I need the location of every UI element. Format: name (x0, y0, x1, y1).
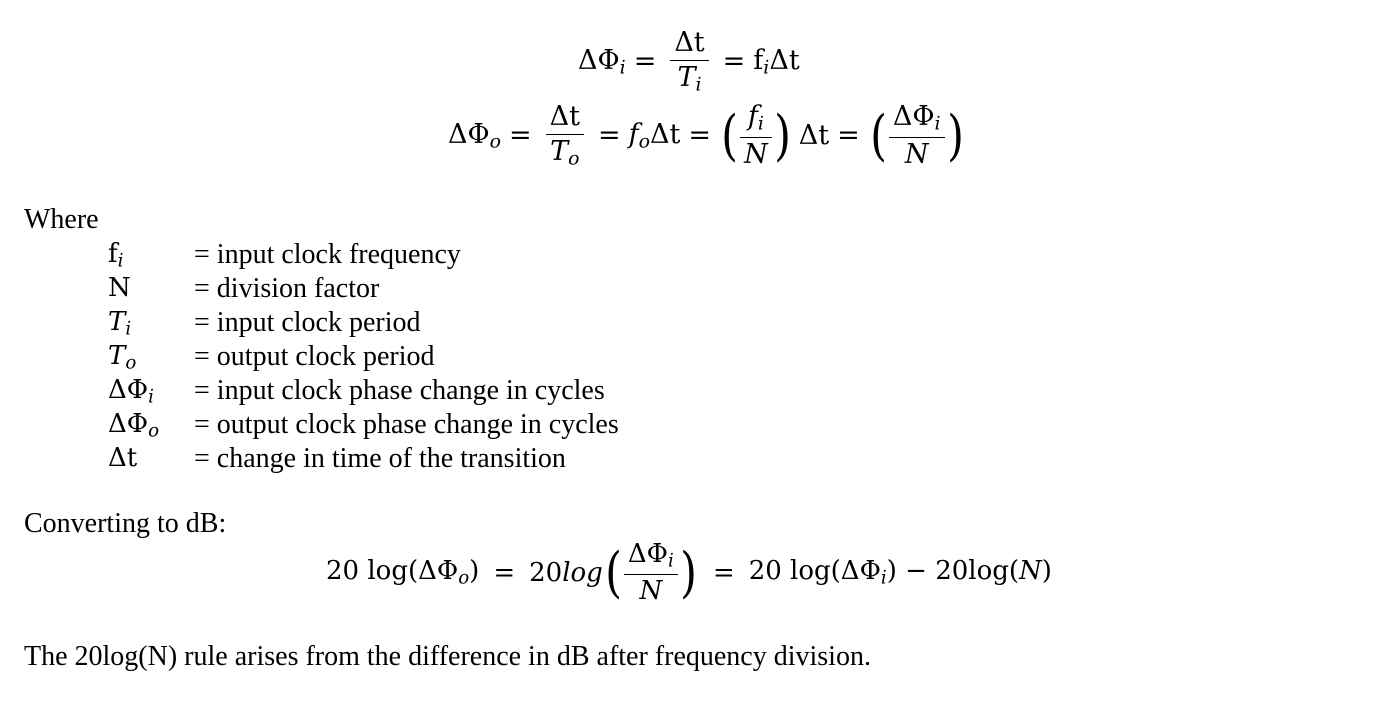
eq2-paren-open-2: ( (869, 103, 887, 167)
eq1-frac-num: Δt (674, 27, 705, 58)
eq2-frac2-num: $f_i$ (747, 101, 764, 135)
eq3-equals-1: = (493, 557, 516, 588)
eq3-equals-2: = (712, 557, 735, 588)
eq3-fraction (624, 540, 678, 605)
definition-text: = change in time of the transition (194, 443, 566, 474)
eq1-lhs: $\Delta\Phi_i$ (578, 44, 626, 79)
eq1-equals-2: = (722, 46, 746, 78)
eq3-frac-num: $\Delta\Phi_i$ (627, 539, 674, 572)
definition-text: = output clock period (194, 341, 435, 372)
definition-symbol: Δt (108, 442, 138, 473)
definition-symbol: $T_i$ (108, 306, 132, 340)
eq3-frac-den: N (639, 575, 663, 606)
eq3-lhs: 20 $\log(\Delta\Phi_o)$ (326, 556, 480, 589)
eq3-rhs: 20 $\log(\Delta\Phi_i) - 20\log(N)$ (748, 556, 1052, 589)
eq2-equals-1: = (509, 120, 532, 152)
eq2-frac2-den: N (744, 138, 768, 170)
eq2-lhs: $\Delta\Phi_o$ (448, 118, 502, 153)
eq2-paren-close-2: ) (946, 103, 964, 167)
definition-text: = input clock period (194, 307, 421, 338)
definition-symbol: N (108, 272, 131, 303)
eq1-fraction (670, 28, 708, 95)
converting-label: Converting to dB: (24, 508, 227, 539)
equation-output-phase (448, 102, 966, 169)
eq2-paren-close-1: ) (773, 103, 791, 167)
eq2-frac3-den: N (904, 138, 929, 170)
eq2-frac3-num: $\Delta\Phi_i$ (892, 101, 941, 135)
eq1-equals-1: = (633, 46, 657, 78)
eq2-fraction-3 (889, 102, 945, 169)
eq2-equals-3: = (688, 120, 711, 152)
eq3-paren-close: ) (679, 540, 697, 604)
definition-text: = division factor (194, 273, 380, 304)
eq2-fraction-2 (740, 102, 772, 169)
eq2-paren-open-1: ( (721, 103, 738, 167)
eq3-paren-open: ( (604, 540, 622, 604)
definition-text: = input clock frequency (194, 239, 461, 270)
equation-input-phase (578, 28, 800, 95)
eq2-term-f: $f_o\Delta t$ (628, 118, 681, 153)
eq2-equals-2: = (598, 120, 621, 152)
eq1-rhs: $f_i\Delta t$ (753, 44, 800, 79)
eq2-equals-4: = (837, 120, 860, 152)
conclusion-text: The 20log(N) rule arises from the difference in dB after frequency division. (24, 641, 871, 672)
eq2-fraction-1 (546, 102, 584, 169)
definition-text: = output clock phase change in cycles (194, 409, 619, 440)
eq2-frac1-num: Δt (549, 101, 580, 132)
where-label: Where (24, 204, 99, 235)
definition-text: = input clock phase change in cycles (194, 375, 605, 406)
eq2-frac1-den: $T_o$ (550, 135, 580, 170)
equation-db-conversion (326, 540, 1052, 605)
eq3-mid: 20log (529, 557, 603, 588)
definition-symbol: $f_i$ (108, 238, 124, 272)
definition-symbol: $\Delta\Phi_i$ (108, 374, 154, 408)
eq2-after-paren: Δt (798, 120, 830, 152)
eq1-frac-den: $T_i$ (677, 61, 702, 96)
definition-symbol: $\Delta\Phi_o$ (108, 408, 160, 442)
definition-symbol: $T_o$ (108, 340, 137, 374)
